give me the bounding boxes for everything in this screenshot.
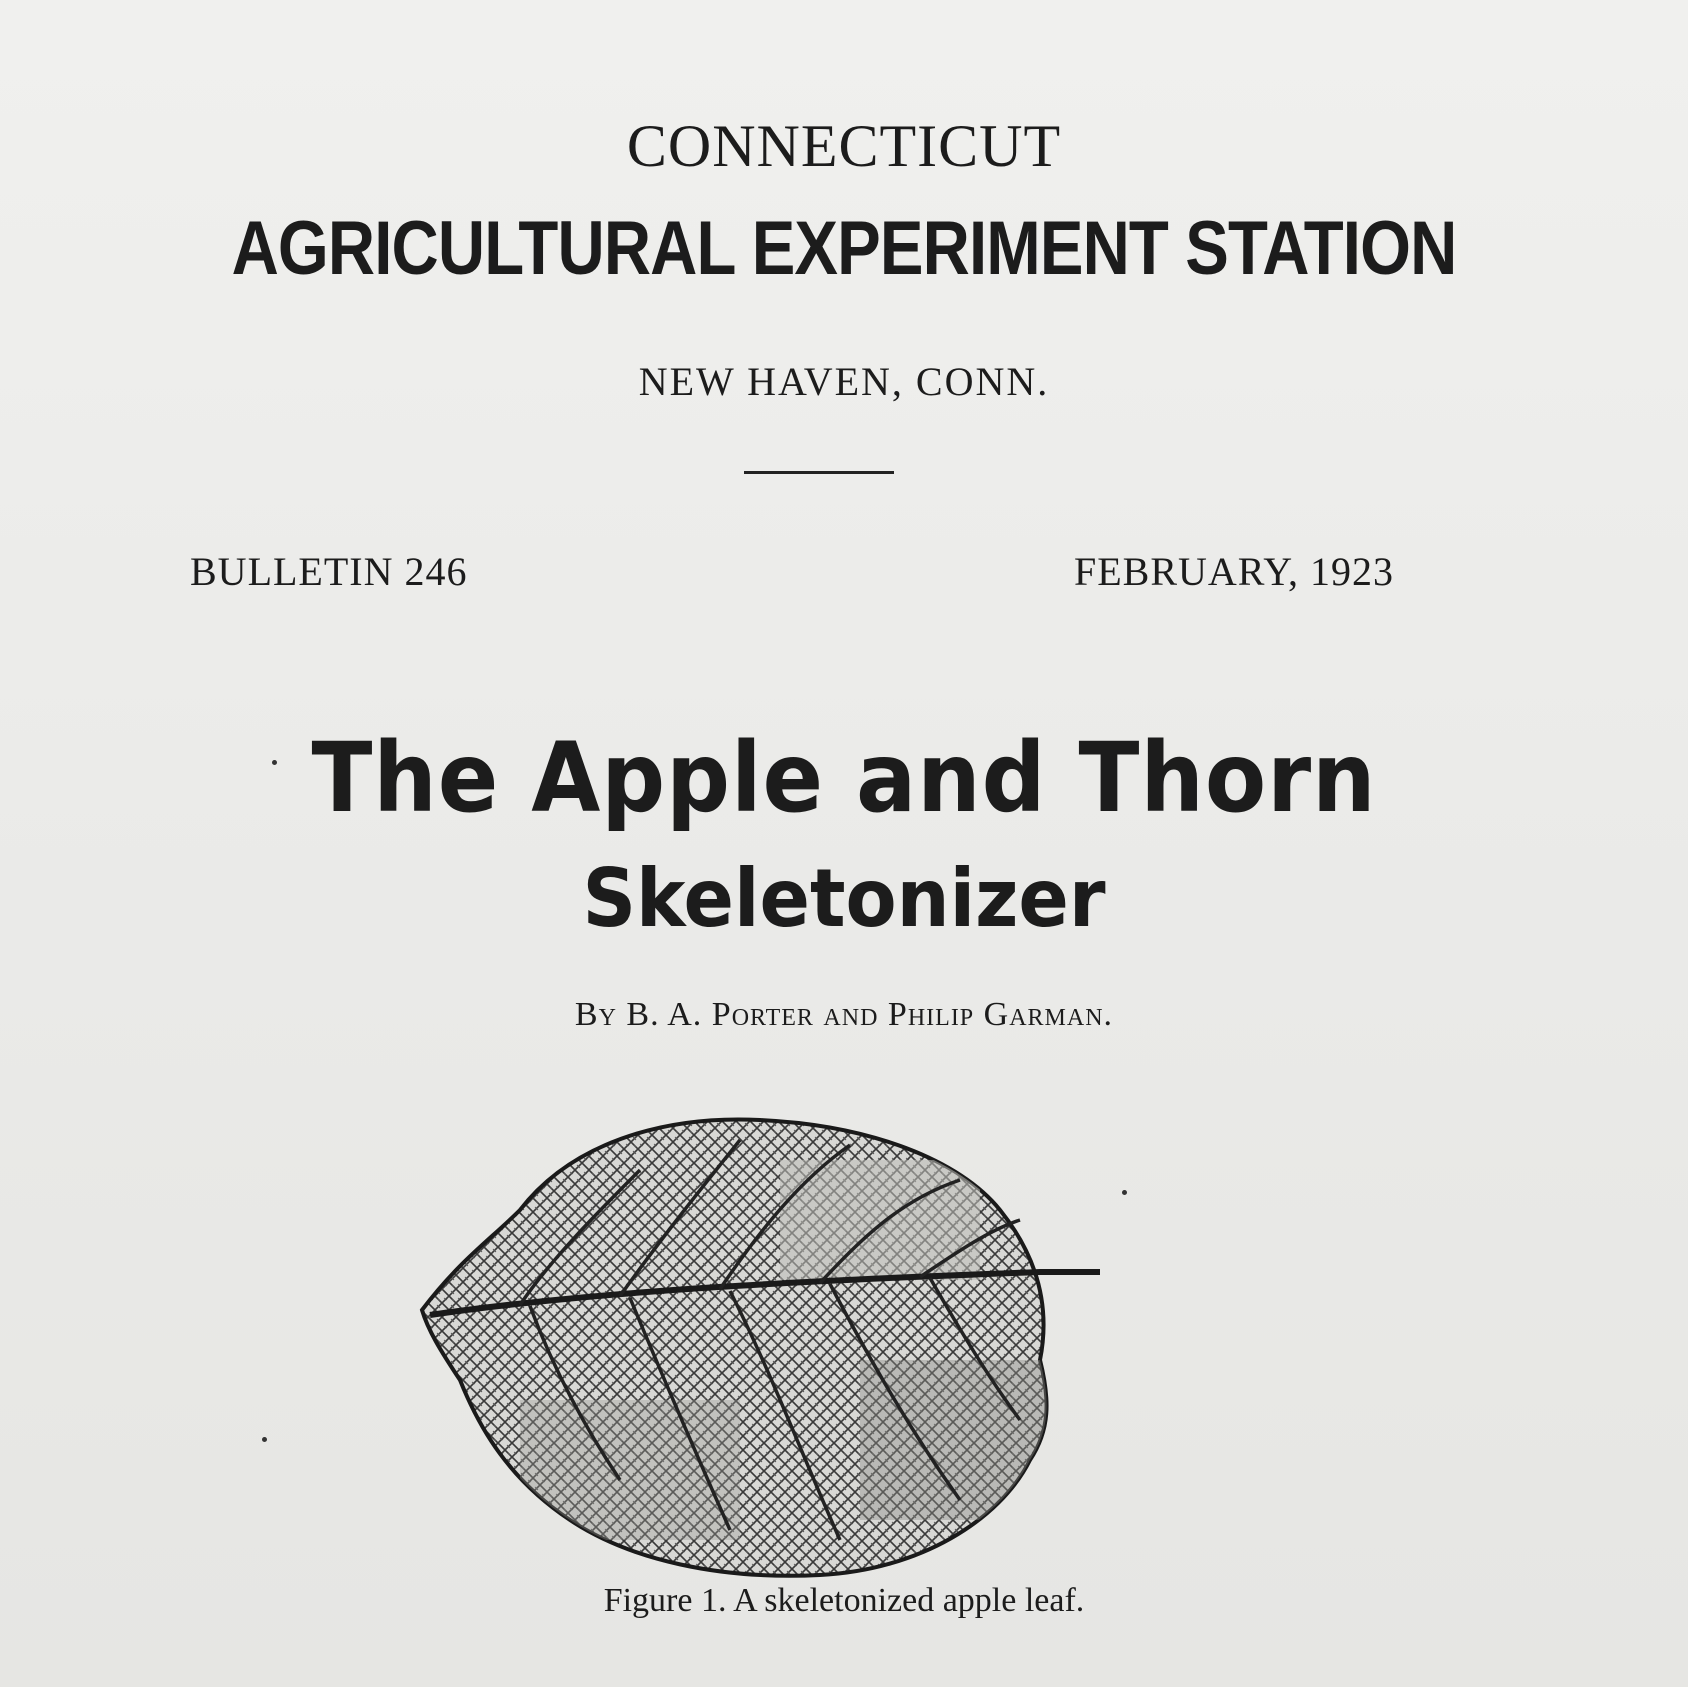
header-city: NEW HAVEN, CONN. [638,359,1050,404]
title-line-2: Skeletonizer [582,852,1106,945]
divider-rule [744,471,894,474]
authors-byline: By B. A. Porter and Philip Garman. [574,996,1114,1033]
skeletonized-leaf-icon [400,1100,1200,1600]
ink-speck [272,760,277,765]
ink-speck [262,1437,267,1442]
figure-caption: Figure 1. A skeletonized apple leaf. [603,1582,1085,1619]
title-line-1: The Apple and Thorn [311,722,1377,834]
bulletin-date: FEBRUARY, 1923 [1073,549,1394,594]
header-state: CONNECTICUT [626,113,1062,179]
header-station: AGRICULTURAL EXPERIMENT STATION [231,206,1457,291]
ink-speck [1122,1190,1127,1195]
bulletin-number: BULLETIN 246 [190,549,468,594]
